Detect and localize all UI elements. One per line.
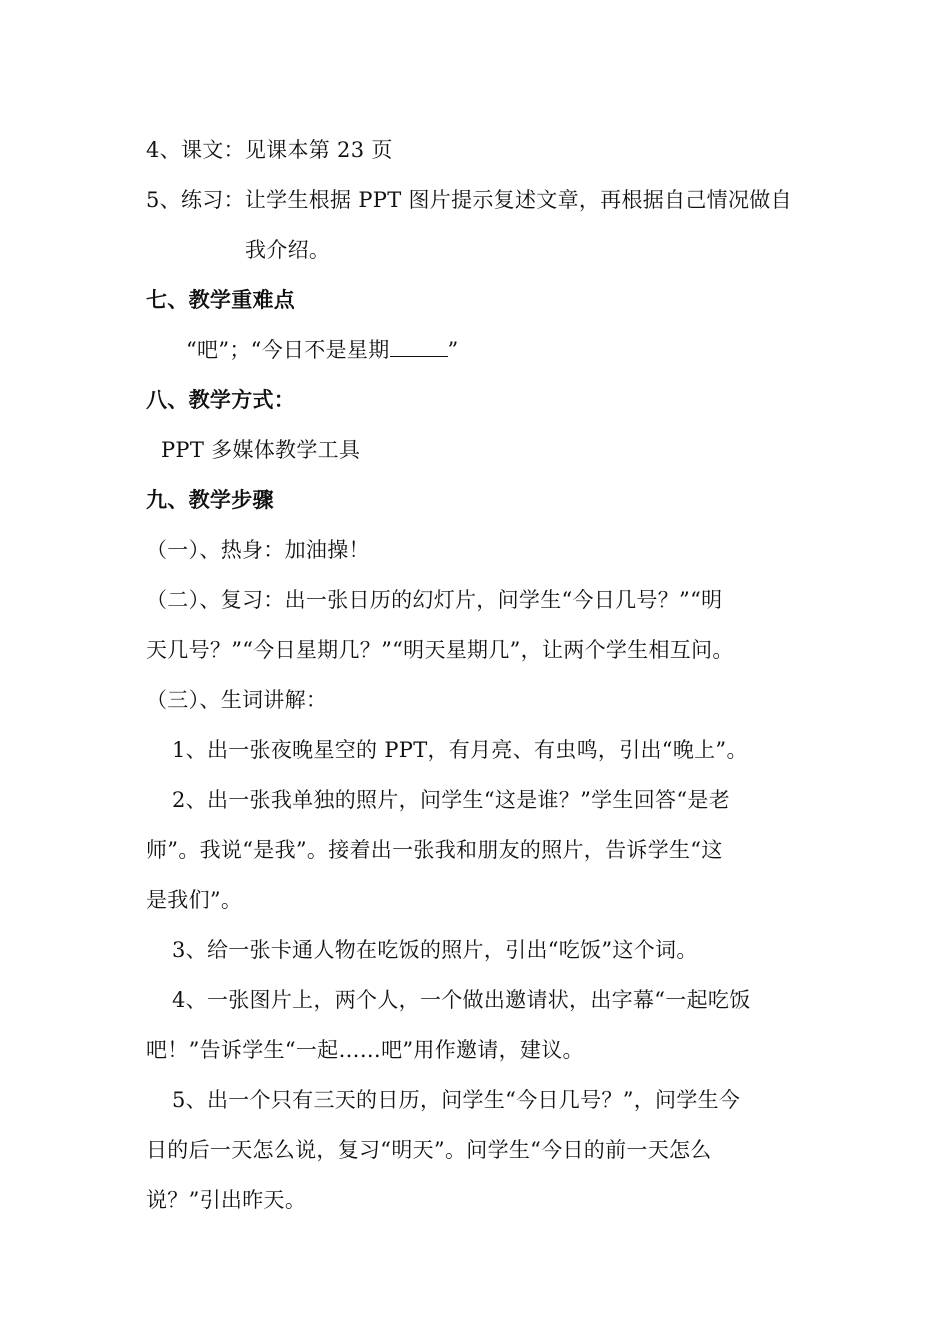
teaching-method-content: PPT 多媒体教学工具 [161,438,361,462]
vocab-item-1: 1、出一张夜晚星空的 PPT，有月亮、有虫鸣，引出“晚上”。 [172,738,748,762]
section-heading-key-points: 七、教学重难点 [146,287,296,312]
vocab-item-4: 4、一张图片上，两个人，一个做出邀请状，出字幕“一起吃饭 [172,988,751,1012]
step-review: （二）、复习：出一张日历的幻灯片，问学生“今日几号？”“明 [146,588,723,612]
step-warmup: （一）、热身：加油操！ [146,538,370,562]
step-review-continued: 天几号？”“今日星期几？”“明天星期几”，让两个学生相互问。 [146,638,734,662]
vocab-item-5: 5、出一个只有三天的日历，问学生“今日几号？”，问学生今 [172,1088,741,1112]
vocab-item-3: 3、给一张卡通人物在吃饭的照片，引出“吃饭”这个词。 [172,938,698,962]
vocab-item-5-end: 说？”引出昨天。 [146,1188,307,1212]
practice-item: 5、练习：让学生根据 PPT 图片提示复述文章，再根据自己情况做自 [146,188,792,212]
vocab-item-5-continued: 日的后一天怎么说，复习“明天”。问学生“今日的前一天怎么 [146,1138,712,1162]
practice-item-continued: 我介绍。 [245,238,331,262]
vocab-item-2-continued: 师”。我说“是我”。接着出一张我和朋友的照片，告诉学生“这 [146,838,723,862]
step-vocabulary: （三）、生词讲解： [146,688,328,712]
vocab-item-2-end: 是我们”。 [146,888,243,912]
section-heading-teaching-steps: 九、教学步骤 [146,487,274,512]
lesson-text-item: 4、课文：见课本第 23 页 [146,138,393,162]
vocab-item-4-continued: 吧！”告诉学生“一起……吧”用作邀请，建议。 [146,1038,584,1062]
key-points-text: “吧”；“今日不是星期 [186,338,390,362]
section-heading-teaching-method: 八、教学方式： [146,387,296,412]
vocab-item-2: 2、出一张我单独的照片，问学生“这是谁？”学生回答“是老 [172,788,730,812]
fill-in-blank [390,336,448,357]
key-points-closing-quote: ” [447,338,459,362]
key-points-content [186,336,459,364]
